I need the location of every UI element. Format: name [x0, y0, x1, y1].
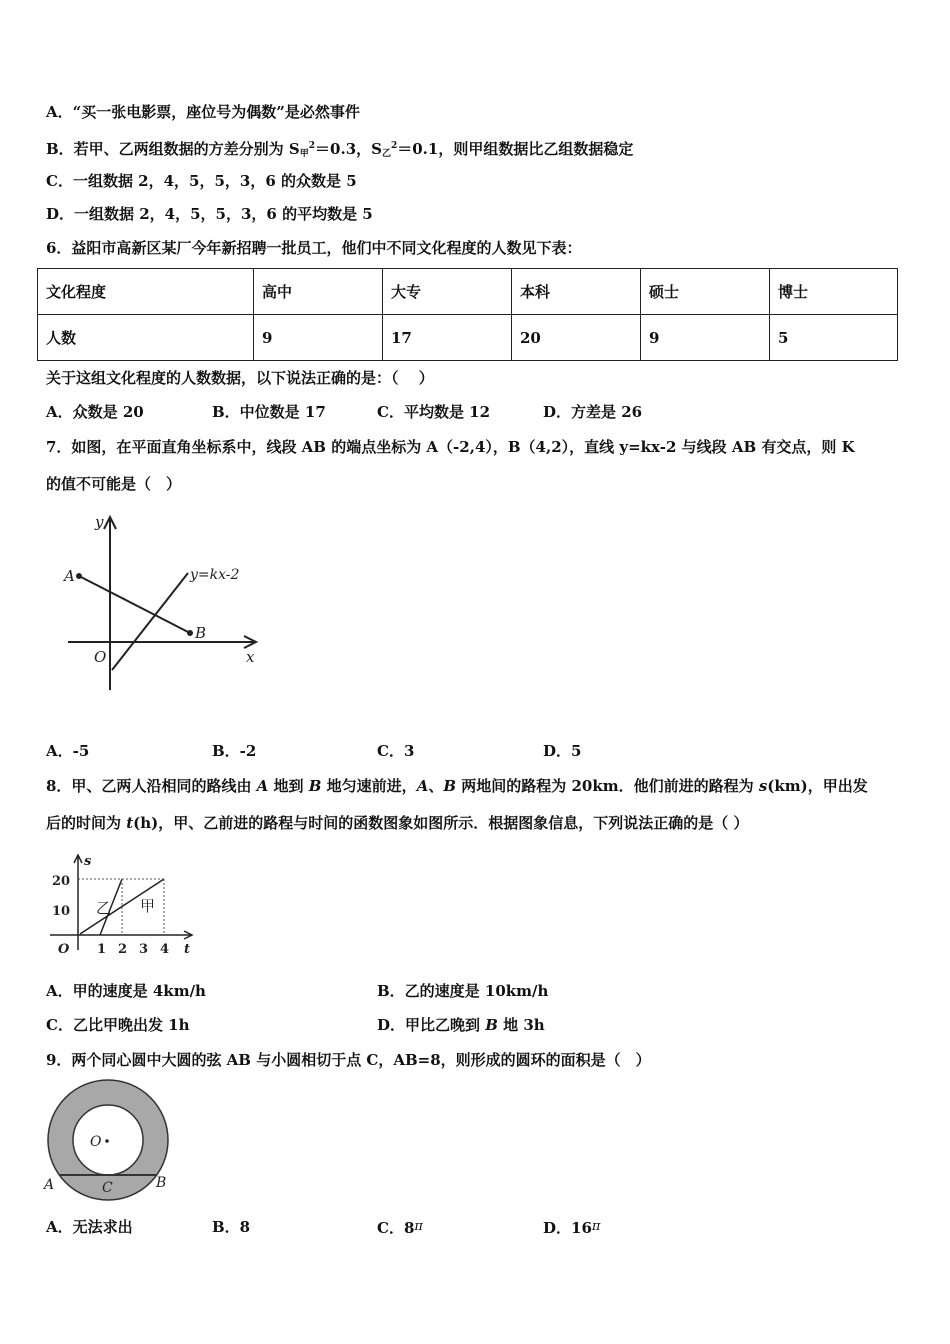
- q6-question: 关于这组文化程度的人数数据，以下说法正确的是：（ ）: [46, 369, 434, 387]
- table-cell: 9: [254, 315, 383, 361]
- x-tick-3: 3: [139, 942, 149, 957]
- point-b-label: B: [156, 1175, 167, 1191]
- origin-label: O: [94, 648, 107, 666]
- table-cell: 人数: [38, 315, 254, 361]
- q7-option-d: D．5: [543, 742, 582, 760]
- y-axis-label: y: [95, 513, 104, 531]
- q7-stem-line2: 的值不可能是（ ）: [46, 475, 182, 493]
- table-header-row: [38, 269, 898, 315]
- q7-stem-line1: 7．如图，在平面直角坐标系中，线段 AB 的端点坐标为 A（-2,4），B（4,2），直线 y=kx-2 与线段 AB 有交点，则 K: [46, 438, 855, 456]
- sub-yi: 乙: [381, 149, 391, 159]
- q8-d-text: D．甲比乙晚到: [377, 1016, 486, 1034]
- q8-option-b: B．乙的速度是 10km/h: [377, 982, 549, 1000]
- y-tick-20: 20: [52, 874, 71, 889]
- q9-stem: 9．两个同心圆中大圆的弦 AB 与小圆相切于点 C，AB=8，则形成的圆环的面积是（ ）: [46, 1051, 651, 1069]
- x-axis-label: x: [246, 648, 255, 666]
- table-cell: 博士: [770, 269, 898, 315]
- q8-option-a: A．甲的速度是 4km/h: [46, 982, 206, 1000]
- education-table: [37, 268, 898, 361]
- q8-text: 地匀速前进，: [321, 777, 417, 795]
- table-cell: 文化程度: [38, 269, 254, 315]
- pi-symbol: π: [414, 1219, 423, 1234]
- table-cell: 20: [512, 315, 641, 361]
- q9-option-c: [377, 1217, 423, 1238]
- table-cell: 17: [383, 315, 512, 361]
- q8-d-text: 地 3h: [497, 1016, 545, 1034]
- sup-2b: 2: [390, 141, 398, 151]
- q6-option-d: D．方差是 26: [543, 403, 643, 421]
- table-cell: 本科: [512, 269, 641, 315]
- q5-option-c: C．一组数据 2，4，5，5，3，6 的众数是 5: [46, 172, 357, 190]
- q5-option-a: A．“买一张电影票，座位号为偶数”是必然事件: [46, 103, 360, 121]
- q7-option-b: B．-2: [212, 742, 257, 760]
- pi-symbol: π: [591, 1219, 601, 1234]
- q7-option-a: A．-5: [46, 742, 90, 760]
- q8-distance-time-graph: [40, 845, 210, 965]
- table-cell: 高中: [254, 269, 383, 315]
- q9-option-d: [543, 1217, 600, 1238]
- q8-var-t: t: [126, 814, 134, 832]
- x-tick-1: 1: [97, 942, 107, 957]
- q6-option-a: A．众数是 20: [46, 403, 144, 421]
- point-b-label: B: [195, 624, 207, 642]
- table-cell: 9: [641, 315, 770, 361]
- q8-stem-line1: [46, 776, 868, 796]
- t-axis-label: t: [184, 942, 191, 957]
- q8-option-d: [377, 1015, 545, 1035]
- q8-var-a: A: [416, 777, 429, 795]
- table-cell: 大专: [383, 269, 512, 315]
- point-a-label: A: [64, 567, 75, 585]
- q7-option-c: C．3: [377, 742, 415, 760]
- q7-coordinate-figure: [40, 505, 280, 705]
- q8-text: 地到: [268, 777, 309, 795]
- origin-label: O: [58, 942, 70, 957]
- q8-var-s: s: [758, 777, 768, 795]
- table-row: [38, 315, 898, 361]
- y-tick-10: 10: [52, 904, 71, 919]
- q8-text: (h)，甲、乙前进的路程与时间的函数图象如图所示．根据图象信息，下列说法正确的是（ ）: [133, 814, 749, 832]
- q8-stem-line2: [46, 813, 749, 833]
- q9-option-a: A．无法求出: [46, 1218, 133, 1236]
- line-label: y=kx-2: [190, 567, 240, 583]
- q8-text: (km)，甲出发: [767, 777, 868, 795]
- table-cell: 5: [770, 315, 898, 361]
- sub-jia: 甲: [299, 149, 309, 159]
- label-yi: 乙: [96, 899, 112, 917]
- q8-text: 、: [428, 777, 444, 795]
- q8-text: 两地间的路程为 20km．他们前进的路程为: [456, 777, 759, 795]
- q8-text: 后的时间为: [46, 814, 127, 832]
- q5-b-text: B．若甲、乙两组数据的方差分别为 S: [46, 140, 300, 158]
- q6-stem: 6．益阳市高新区某厂今年新招聘一批员工，他们中不同文化程度的人数见下表：: [46, 239, 582, 257]
- q8-option-c: C．乙比甲晚出发 1h: [46, 1016, 190, 1034]
- q6-option-c: C．平均数是 12: [377, 403, 491, 421]
- q6-option-b: B．中位数是 17: [212, 403, 326, 421]
- q5-b-mid: ＝0.3，S: [315, 140, 382, 158]
- sup-2: 2: [308, 141, 316, 151]
- q8-text: 8．甲、乙两人沿相同的路线由: [46, 777, 257, 795]
- q9-annulus-figure: [40, 1075, 180, 1205]
- q5-b-suffix: ＝0.1，则甲组数据比乙组数据稳定: [397, 140, 634, 158]
- x-tick-2: 2: [118, 942, 128, 957]
- q8-var-b: B: [308, 777, 322, 795]
- q5-option-b: [46, 136, 633, 164]
- x-tick-4: 4: [160, 942, 170, 957]
- q5-option-d: D．一组数据 2，4，5，5，3，6 的平均数是 5: [46, 205, 373, 223]
- q9-c-text: C．8: [377, 1219, 415, 1237]
- q9-option-b: B．8: [212, 1218, 251, 1236]
- point-c-label: C: [102, 1180, 113, 1196]
- table-cell: 硕士: [641, 269, 770, 315]
- q8-var-a: A: [256, 777, 269, 795]
- point-a-label: A: [44, 1177, 55, 1193]
- q8-var-b: B: [485, 1016, 498, 1034]
- label-jia: 甲: [140, 897, 156, 915]
- center-o-label: O: [90, 1134, 102, 1150]
- q9-d-text: D．16: [543, 1219, 592, 1237]
- q8-var-b: B: [443, 777, 457, 795]
- s-axis-label: s: [84, 854, 92, 869]
